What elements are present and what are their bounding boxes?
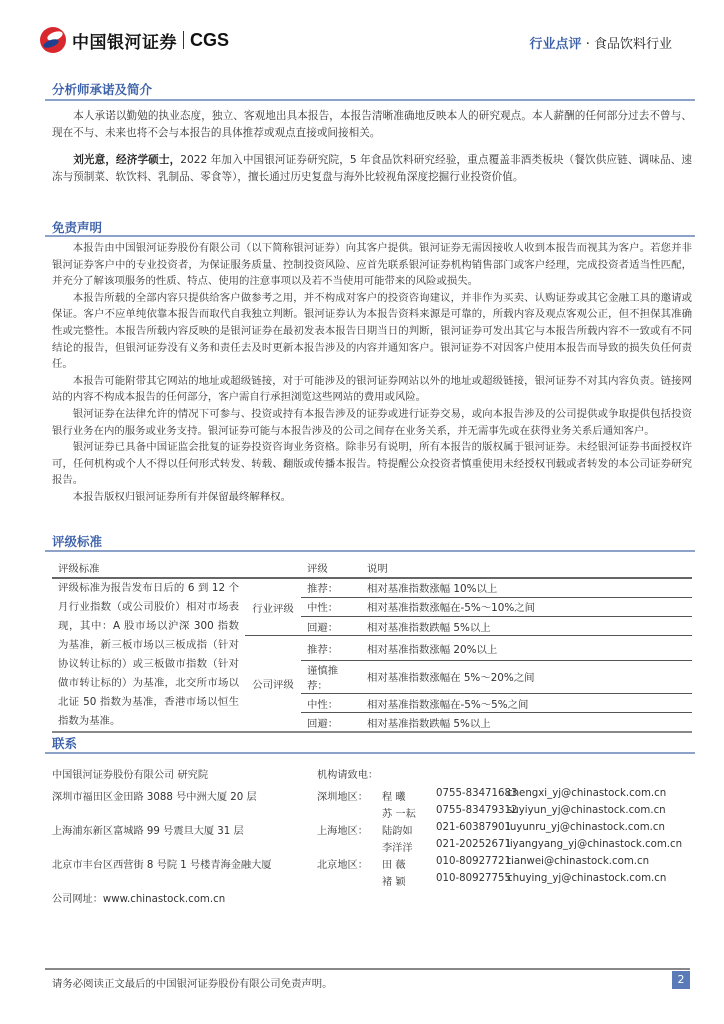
contact-block [52, 0, 692, 1024]
analyst-commitment: 本人承诺以勤勉的执业态度，独立、客观地出具本报告，本报告清晰准确地反映本人的研究观点。本人薪酬的任何部分过去不曾与、现在不与、未来也将不会与本报告的具体推荐或观点直接或间接相关。 [52, 110, 692, 139]
contact-email[interactable]: luyunru_yj@chinastock.com.cn [507, 822, 665, 833]
header-rating: 评级 [301, 558, 361, 578]
rating-meaning: 相对基准指数跌幅 5%以上 [361, 617, 692, 636]
disclaimer-paragraph: 本报告可能附带其它网站的地址或超级链接，对于可能涉及的银河证券网站以外的地址或超级链接，银河证券不对其内容负责。链接网站的内容不构成本报告的任何部分，客户需自行承担浏览这些网站的费用或风险。 [52, 374, 692, 404]
contact-email[interactable]: chuying_yj@chinastock.com.cn [507, 873, 667, 884]
disclaimer-paragraph: 银河证券已具备中国证监会批复的证券投资咨询业务资格。除非另有说明，所有本报告的版权属于银河证券。未经银河证券书面授权许可，任何机构或个人不得以任何形式转发、转载、翻版或传播本报告。特提醒公众投资者慎重使用未经授权刊载或者转发的本公司证券研究报告。 [52, 441, 692, 487]
contact-email[interactable]: liyangyang_yj@chinastock.com.cn [507, 839, 683, 850]
contact-phone: 0755-83479312 [436, 805, 518, 816]
rating-meaning: 相对基准指数涨幅 20%以上 [361, 636, 692, 661]
footer-note: 请务必阅读正文最后的中国银河证券股份有限公司免责声明。 [52, 978, 333, 990]
rating-meaning: 相对基准指数涨幅 10%以上 [361, 578, 692, 597]
contact-name: 褚 颖 [382, 877, 406, 888]
contact-phone: 021-60387901 [436, 822, 511, 833]
rating-category: 公司评级 [245, 636, 301, 732]
report-type: 行业点评 [529, 37, 582, 52]
rating-level: 回避： [301, 713, 361, 732]
analyst-name: 刘光意，经济学硕士， [73, 154, 181, 166]
rating-meaning: 相对基准指数涨幅在-5%～10%之间 [361, 597, 692, 616]
contact-name: 李洋洋 [382, 843, 413, 854]
disclaimer-paragraph: 银河证券在法律允许的情况下可参与、投资或持有本报告涉及的证券或进行证券交易，或向本报告涉及的公司提供或争取提供包括投资银行业务在内的服务或业务支持。银河证券可能与本报告涉及的公司之间存在业务关系，并无需事先或在获得业务关系后通知客户。 [52, 407, 692, 437]
industry: 食品饮料行业 [593, 37, 672, 52]
section-title-contact: 联系 [52, 736, 78, 751]
contact-phone: 0755-83471683 [436, 788, 518, 799]
contact-email[interactable]: tianwei@chinastock.com.cn [507, 856, 650, 867]
section-title-disclaimer: 免责声明 [52, 220, 103, 235]
contact-email[interactable]: suyiyun_yj@chinastock.com.cn [507, 805, 666, 816]
rating-level: 推荐： [301, 636, 361, 661]
disclaimer-paragraph: 本报告版权归银河证券所有并保留最终解释权。 [72, 490, 291, 503]
address: 上海浦东新区富城路 99 号震旦大厦 31 层 [52, 826, 244, 837]
rating-description: 评级标准为报告发布日后的 6 到 12 个月行业指数（或公司股价）相对市场表现，其中：A 股市场以沪深 300 指数为基准，新三板市场以三板成指（针对协议转让标的）或三板做市指数（针对做市转让标的）为基准，北交所市场以北证 50 指数为基准，香港市场以恒生指数为基准。 [52, 578, 245, 732]
header-description: 说明 [361, 558, 692, 578]
disclaimer-paragraph: 本报告所载的全部内容只提供给客户做参考之用，并不构成对客户的投资咨询建议，并非作为买卖、认购证券或其它金融工具的邀请或保证。客户不应单纯依靠本报告而取代自我独立判断。银河证券认为本报告资料来源是可靠的，所载内容及观点客观公正，但不担保其准确性或完整性。本报告所载内容反映的是银河证券在最初发表本报告日期当日的判断，银河证券可发出其它与本报告所载内容不一致或有不同结论的报告，但银河证券没有义务和责任去及时更新本报告涉及的内容并通知客户。银河证券不对因客户使用本报告而导致的损失负任何责任。 [52, 291, 692, 371]
section-title-rating: 评级标准 [52, 534, 103, 549]
address: 深圳市福田区金田路 3088 号中洲大厦 20 层 [52, 792, 257, 803]
region-label: 北京地区： [317, 860, 368, 871]
section-title-analyst: 分析师承诺及简介 [52, 82, 153, 97]
region-label: 深圳地区： [317, 792, 368, 803]
rating-level: 回避： [301, 617, 361, 636]
rating-level: 谨慎推荐： [301, 660, 361, 693]
rating-level: 中性： [301, 597, 361, 616]
contact-phone: 010-80927755 [436, 873, 511, 884]
company-website[interactable]: 公司网址：www.chinastock.com.cn [52, 894, 226, 905]
rating-level: 中性： [301, 693, 361, 712]
contact-phone: 021-20252671 [436, 839, 511, 850]
page-number: 2 [672, 971, 690, 989]
rating-category: 行业评级 [245, 578, 301, 636]
contact-phone: 010-80927721 [436, 856, 511, 867]
header-standard: 评级标准 [52, 558, 301, 578]
contact-name: 程 曦 [382, 792, 406, 803]
logo-cgs: CGS [190, 29, 230, 50]
address: 北京市丰台区西营街 8 号院 1 号楼青海金融大厦 [52, 860, 272, 871]
region-label: 上海地区： [317, 826, 368, 837]
rating-meaning: 相对基准指数跌幅 5%以上 [361, 713, 692, 732]
analyst-bio-text: 2022 年加入中国银河证券研究院，5 年食品饮料研究经验，重点覆盖非酒类板块（餐饮供应链、调味品、速冻与预制菜、软饮料、乳制品、零食等），擅长通过历史复盘与海外比较视角深度挖掘行业投资价值。 [52, 154, 693, 183]
logo-text: 中国银河证券 [72, 32, 177, 53]
rating-meaning: 相对基准指数涨幅在 5%～20%之间 [361, 660, 692, 693]
contact-name: 苏 一耘 [382, 809, 416, 820]
rating-level: 推荐： [301, 578, 361, 597]
separator: · [585, 37, 590, 52]
disclaimer-paragraph: 本报告由中国银河证券股份有限公司（以下简称银河证券）向其客户提供。银河证券无需因接收人收到本报告而视其为客户。若您并非银河证券客户中的专业投资者，为保证服务质量、控制投资风险、应首先联系银河证券机构销售部门或客户经理，完成投资者适当性匹配，并充分了解该项服务的性质、特点、使用的注意事项以及若不当使用可能带来的风险或损失。 [52, 242, 692, 288]
contact-name: 田 薇 [382, 860, 406, 871]
contact-name: 陆韵如 [382, 826, 413, 837]
footer-divider [45, 968, 690, 970]
company-name: 中国银河证券股份有限公司 研究院 [52, 770, 209, 781]
sales-label: 机构请致电： [317, 770, 379, 781]
contact-email[interactable]: chengxi_yj@chinastock.com.cn [507, 788, 667, 799]
rating-meaning: 相对基准指数涨幅在-5%～5%之间 [361, 693, 692, 712]
